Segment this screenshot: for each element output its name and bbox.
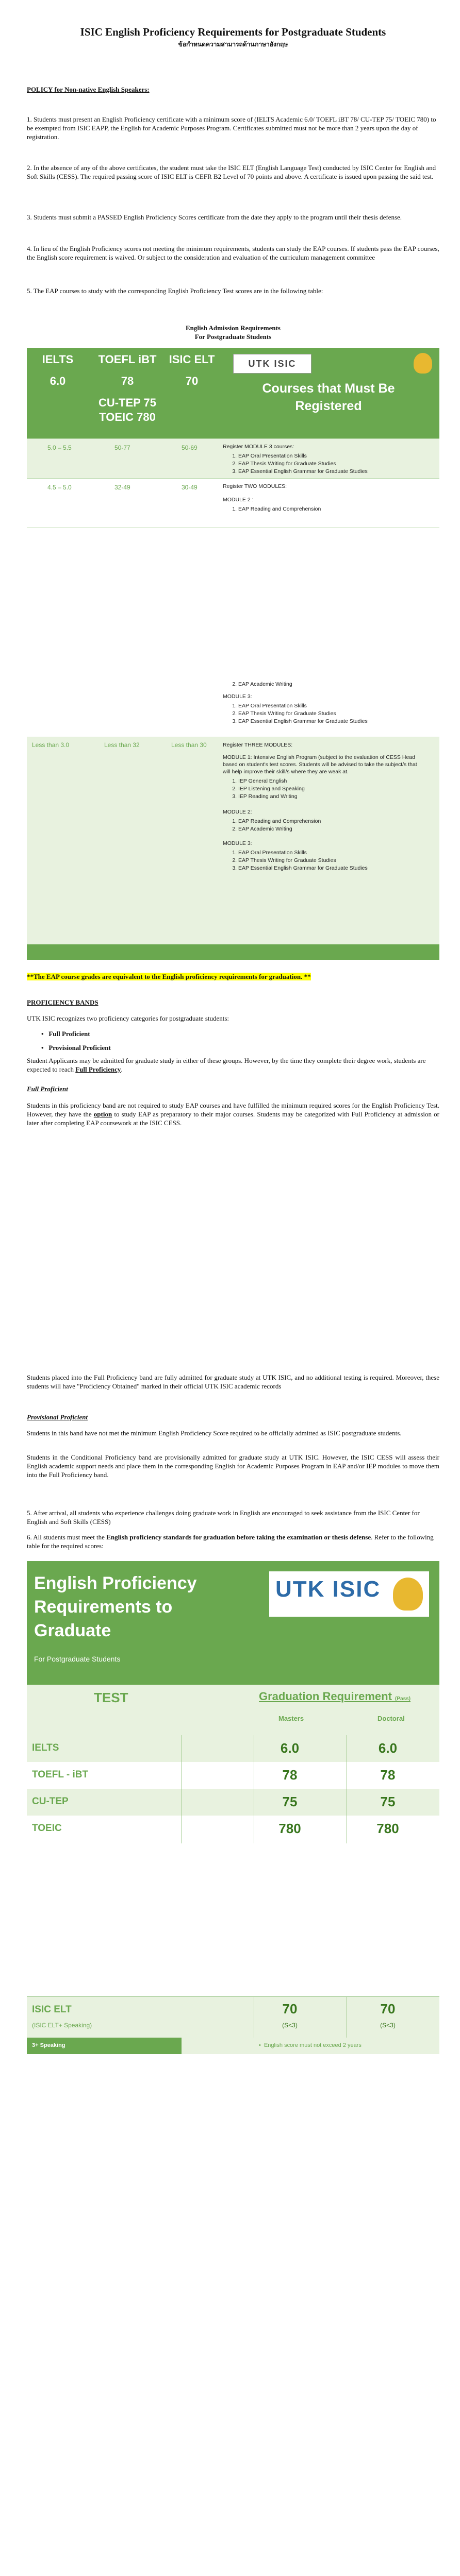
table1-row-3 <box>27 737 439 944</box>
utk-isic-logo-large <box>269 1571 429 1617</box>
university-seal-icon <box>414 353 432 374</box>
row-doctoral-isic: 70 <box>380 2001 396 2016</box>
utk-isic-logo-large-text: UTK ISIC <box>275 1577 381 1602</box>
ielts-header: IELTS <box>42 353 74 366</box>
row1-course: 1. EAP Oral Presentation Skills <box>238 452 368 460</box>
bands-paragraph <box>27 1056 439 1074</box>
fp-paragraph-c: to study EAP as preparatory to their major courses. Students may be categorized with Full Proficiency at admission or later after completing EAP coursework at the ISIC CESS. <box>27 1110 439 1127</box>
graduation-requirement-header <box>259 1690 410 1703</box>
graduation-requirement-pass: (Pass) <box>395 1696 411 1702</box>
bands-paragraph-emphasis: Full Proficiency <box>75 1065 121 1073</box>
row-doctoral-toefl: 78 <box>380 1767 396 1783</box>
graduation-table-subheader <box>27 1685 439 1735</box>
row1-isic: 50-69 <box>182 444 198 451</box>
row-test-ielts: IELTS <box>32 1742 59 1753</box>
row3-course: 2. EAP Thesis Writing for Graduate Studies <box>238 857 419 864</box>
row-masters-ielts: 6.0 <box>280 1740 300 1756</box>
row2-course: 2. EAP Academic Writing <box>238 681 368 688</box>
row1-course: 3. EAP Essential English Grammar for Graduate Studies <box>238 468 368 475</box>
row3-module2: MODULE 2: <box>223 809 252 815</box>
row2-course: 1. EAP Oral Presentation Skills <box>238 702 368 709</box>
row2-ielts: 4.5 – 5.0 <box>47 484 72 491</box>
row1-toefl: 50-77 <box>114 444 130 451</box>
row3-course: 1. EAP Reading and Comprehension <box>238 818 419 825</box>
row-test-toeic: TOEIC <box>32 1823 62 1834</box>
proficiency-bands-heading: PROFICIENCY BANDS <box>27 998 98 1006</box>
provisional-paragraph-2: Students in the Conditional Proficiency band are provisionally admitted for graduate study at UTK ISIC. However, the ISIC CESS will assess their English academic support needs and place them in the corresponding English for Academic Purposes Program in EAP and/or IEP modules to move them into the Full Proficiency band. <box>27 1453 439 1479</box>
graduation-standard-paragraph <box>27 1533 439 1550</box>
after-arrival-paragraph: 5. After arrival, all students who experience challenges doing graduate work in English are encouraged to seek assistance from the ISIC Center for English and Soft Skills (CESS) <box>27 1509 420 1526</box>
row2-module2: MODULE 2 : <box>223 497 254 503</box>
row2-course: 1. EAP Reading and Comprehension <box>238 505 321 513</box>
provisional-paragraph-1: Students in this band have not met the minimum English Proficiency Score required to be officially admitted as ISIC postgraduate students. <box>27 1429 402 1437</box>
speaking-row-label: 3+ Speaking <box>32 2042 65 2048</box>
policy-point-4: 4. In lieu of the English Proficiency scores not meeting the minimum requirements, students can study the EAP courses. If students pass the EAP courses, the English score requirement is waived. Or subject to the consideration and evaluation of the curriculum management committee <box>27 245 439 261</box>
graduation-table-title-2: Requirements to <box>34 1597 173 1617</box>
table1-row-2 <box>27 478 439 528</box>
row3-course: 2. IEP Listening and Speaking <box>238 785 419 792</box>
grad-standard-c: . Refer to the following table for the required scores: <box>27 1533 434 1550</box>
graduation-table-body <box>27 1735 439 1843</box>
page-title: ISIC English Proficiency Requirements for Postgraduate Students <box>80 26 386 38</box>
grad-standard-a: 6. All students must meet the <box>27 1533 107 1541</box>
utk-isic-logo-text: UTK ISIC <box>248 359 297 369</box>
graduation-table-header <box>27 1561 439 1735</box>
row1-course: 2. EAP Thesis Writing for Graduate Studies <box>238 460 368 467</box>
table-row <box>27 1816 439 1843</box>
graduation-table-subtitle: For Postgraduate Students <box>34 1655 121 1663</box>
row-test-toefl: TOEFL - iBT <box>32 1769 89 1780</box>
full-proficient-paragraph <box>27 1101 439 1127</box>
fp-paragraph-a: Students in this proficiency band are not required to study EAP courses and have fulfilled the minimum required scores for the English Proficiency Test. However, they have the <box>27 1101 439 1118</box>
row-doctoral-toeic: 780 <box>376 1821 399 1836</box>
admission-table-continued <box>27 680 439 960</box>
row-doctoral-ielts: 6.0 <box>378 1740 398 1756</box>
row-masters-toeic: 780 <box>278 1821 301 1836</box>
row3-module3: MODULE 3: <box>223 840 252 846</box>
title-block <box>27 26 439 49</box>
row-test-isic: ISIC ELT <box>32 2004 72 2015</box>
table1-row-2-cont <box>27 680 439 737</box>
masters-header: Masters <box>278 1715 304 1722</box>
band-full-label: Full Proficient <box>48 1030 90 1038</box>
row2-course: 2. EAP Thesis Writing for Graduate Studies <box>238 710 368 717</box>
graduation-table-continued <box>27 1996 439 2054</box>
graduation-table-title-3: Graduate <box>34 1621 111 1640</box>
toefl-header: TOEFL iBT <box>98 353 157 366</box>
row-test-isic-note: (ISIC ELT+ Speaking) <box>32 2022 92 2029</box>
speaking-row-note: • English score must not exceed 2 years <box>259 2042 362 2048</box>
fp-paragraph-option: option <box>93 1110 112 1118</box>
table1-footer-bar <box>27 944 439 960</box>
row3-course: 3. IEP Reading and Writing <box>238 793 419 800</box>
policy-point-2: 2. In the absence of any of the above certificates, the student must take the ISIC ELT (English Language Test) conducted by ISIC Center for English and Soft Skills (CESS). The required passing score of ISIC ELT is CEFR B2 Level of 70 points and above. A certificate is issued upon passing the said test. <box>27 164 436 180</box>
policy-point-3: 3. Students must submit a PASSED English Proficiency Scores certificate from the date they apply to the program until their thesis defense. <box>27 213 402 221</box>
row2-toefl: 32-49 <box>114 484 130 491</box>
row2-course: 3. EAP Essential English Grammar for Graduate Studies <box>238 718 368 725</box>
row3-module1: MODULE 1: Intensive English Program (subject to the evaluation of CESS Head based on student's test scores. Students will be advised to take the subject/s that will help improve their skill/s where they are weak at. <box>223 754 417 775</box>
row-doctoral-cutep: 75 <box>380 1794 396 1809</box>
band-provisional-proficient: • Provisional Proficient <box>41 1044 111 1052</box>
isic-header: ISIC ELT <box>169 353 215 366</box>
policy-point-1: 1. Students must present an English Proficiency certificate with a minimum score of (IELTS Academic 6.0/ TOEFL iBT 78/ CU-TEP 75/ TOEIC 780) to be exempted from ISIC EAPP, the English for Academic Purposes Program. Certificates submitted must not be more than 2 years upon the day of registration. <box>27 115 436 141</box>
row3-course: 3. EAP Essential English Grammar for Graduate Studies <box>238 865 419 872</box>
band-provisional-label: Provisional Proficient <box>48 1044 111 1052</box>
cutep-header: CU-TEP 75 <box>98 396 157 409</box>
full-proficiency-admission-paragraph: Students placed into the Full Proficiency band are fully admitted for graduate study at UTK ISIC, and no additional testing is required. Moreover, these students will have "Proficiency Obtained" marked in their official UTK ISIC academic records <box>27 1374 439 1390</box>
bands-paragraph-end: . <box>121 1065 123 1073</box>
speaking-row-label-cell <box>27 2038 182 2054</box>
table1-subtitle: For Postgraduate Students <box>194 333 272 341</box>
provisional-proficient-heading: Provisional Proficient <box>27 1413 88 1421</box>
row-doctoral-isic-sub: (S<3) <box>380 2022 396 2029</box>
row3-ielts: Less than 3.0 <box>32 741 70 749</box>
toefl-header-value: 78 <box>121 375 134 387</box>
row3-course: 2. EAP Academic Writing <box>238 825 419 833</box>
row-masters-toefl: 78 <box>282 1767 298 1783</box>
table-row <box>27 1789 439 1816</box>
ielts-header-value: 6.0 <box>50 375 66 387</box>
grad-standard-emphasis: English proficiency standards for graduation before taking the examination or thesis defense <box>106 1533 371 1541</box>
graduation-table-title-1: English Proficiency <box>34 1573 197 1593</box>
table1-row-1 <box>27 438 439 478</box>
row3-course: 1. IEP General English <box>238 777 419 785</box>
table-row <box>27 1735 439 1762</box>
row3-course: 1. EAP Oral Presentation Skills <box>238 849 419 856</box>
policy-heading: POLICY for Non-native English Speakers: <box>27 86 150 93</box>
utk-isic-logo <box>233 354 311 374</box>
speaking-row-note-cell <box>182 2038 439 2054</box>
row3-title: Register THREE MODULES: <box>223 742 293 748</box>
table1-title: English Admission Requirements <box>186 324 281 332</box>
bands-intro: UTK ISIC recognizes two proficiency categories for postgraduate students: <box>27 1014 229 1022</box>
full-proficient-heading: Full Proficient <box>27 1085 68 1093</box>
speaking-row-note-text: English score must not exceed 2 years <box>264 2042 362 2048</box>
band-full-proficient: • Full Proficient <box>41 1030 90 1038</box>
graduation-equivalence-note: **The EAP course grades are equivalent to the English proficiency requirements for graduation. ** <box>27 973 311 980</box>
row2-title: Register TWO MODULES: <box>223 483 287 489</box>
row3-toefl: Less than 32 <box>104 741 140 749</box>
table-row <box>27 1762 439 1789</box>
doctoral-header: Doctoral <box>377 1715 405 1722</box>
admission-table-header <box>27 348 439 438</box>
policy-point-5: 5. The EAP courses to study with the corresponding English Proficiency Test scores are in the following table: <box>27 287 323 295</box>
row-test-cutep: CU-TEP <box>32 1796 69 1807</box>
bands-paragraph-a: Student Applicants may be admitted for graduate study in either of these groups. However, by the time they complete their degree work, students are expected to reach <box>27 1057 426 1073</box>
courses-header: Courses that Must Be Registered <box>262 381 395 413</box>
table-row <box>27 1996 439 2038</box>
row1-ielts: 5.0 – 5.5 <box>47 444 72 451</box>
row-masters-cutep: 75 <box>282 1794 298 1809</box>
toeic-header: TOEIC 780 <box>99 411 156 423</box>
graduation-requirement-label: Graduation Requirement <box>259 1690 392 1703</box>
row1-title: Register MODULE 3 courses: <box>223 444 294 450</box>
test-column-header: TEST <box>94 1690 128 1705</box>
page-subtitle-thai: ข้อกำหนดความสามารถด้านภาษาอังกฤษ <box>178 41 288 48</box>
isic-header-value: 70 <box>185 375 199 387</box>
row2-module3: MODULE 3: <box>223 693 252 700</box>
row-masters-isic: 70 <box>282 2001 298 2016</box>
row-masters-isic-sub: (S<3) <box>282 2022 298 2029</box>
row2-isic: 30-49 <box>182 484 198 491</box>
university-seal-icon <box>393 1578 423 1611</box>
row3-isic: Less than 30 <box>171 741 207 749</box>
admission-table <box>27 348 439 528</box>
